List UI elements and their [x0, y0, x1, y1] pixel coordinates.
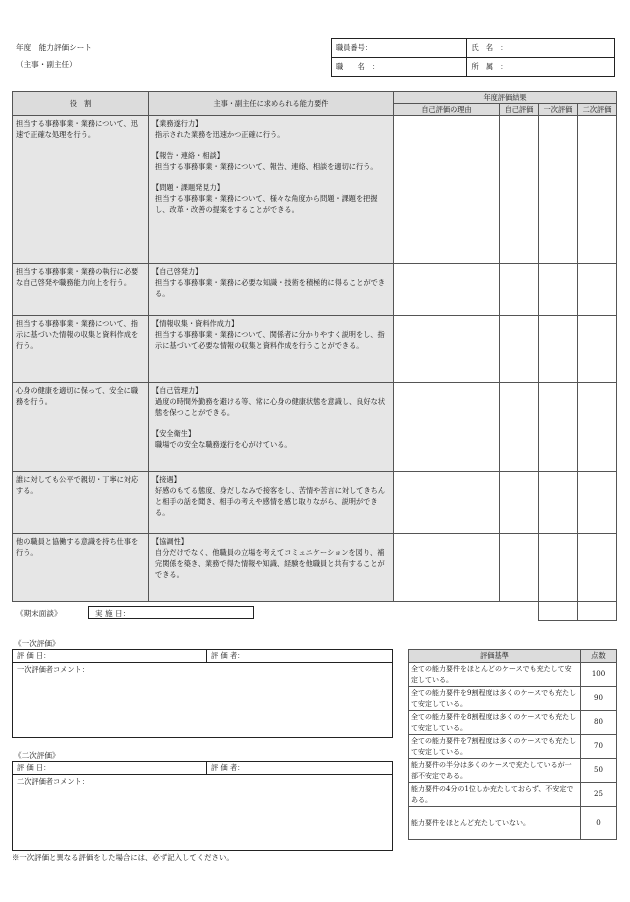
- table-row: [13, 383, 617, 472]
- requirement-text: 指示された業務を迅速かつ正確に行う。: [155, 130, 285, 139]
- requirement-heading: 【協調性】: [152, 537, 188, 546]
- self-reason-cell[interactable]: [394, 383, 500, 472]
- header-role: 役 割: [13, 92, 149, 116]
- requirement-text: 担当する事務事業・業務に必要な知識・技術を積極的に得ることができる。: [155, 278, 386, 298]
- first-eval-cell[interactable]: [539, 264, 578, 316]
- requirement-cell: [149, 116, 394, 264]
- requirement-heading: 【安全衛生】: [152, 429, 196, 438]
- table-row: [13, 264, 617, 316]
- requirement-text: 担当する事務事業・業務について、関係者に分かりやすく説明をし、指示に基づいて必要な情報の収集と資料作成を行うことができる。: [155, 330, 385, 350]
- department-field[interactable]: 所 属 ：: [471, 62, 508, 71]
- criteria-text: 能力要件をほとんど充たしていない。: [409, 807, 581, 840]
- first-eval-cell[interactable]: [539, 472, 578, 534]
- first-eval-cell[interactable]: [539, 316, 578, 383]
- role-cell: 誰に対しても公平で親切・丁寧に対応する。: [13, 472, 149, 534]
- requirement-cell: [149, 383, 394, 472]
- criteria-row: [409, 759, 617, 783]
- requirement-heading: 【業務遂行力】: [152, 119, 203, 128]
- requirement-text: 好感のもてる態度、身だしなみで接客をし、苦情や苦言に対してきちんと相手の話を聞き、相手の考えや感情を感じ取りながら、説明ができる。: [155, 486, 386, 517]
- first-eval-cell[interactable]: [539, 383, 578, 472]
- requirement-text: 担当する事務事業・業務について、報告、連絡、相談を適切に行う。: [155, 162, 378, 171]
- header-first-eval: 一次評価: [539, 104, 578, 116]
- name-field[interactable]: 氏 名 ：: [467, 39, 615, 58]
- self-eval-cell[interactable]: [500, 264, 539, 316]
- staff-number-field[interactable]: 職員番号：: [332, 39, 467, 58]
- self-eval-cell[interactable]: [500, 116, 539, 264]
- total-second-eval-cell[interactable]: [578, 602, 617, 621]
- criteria-row: [409, 663, 617, 687]
- requirement-cell: [149, 534, 394, 602]
- table-row: [13, 472, 617, 534]
- first-eval-cell[interactable]: [539, 116, 578, 264]
- criteria-row: [409, 807, 617, 840]
- first-eval-cell[interactable]: [539, 534, 578, 602]
- criteria-text: 全ての能力要件をほとんどのケースでも充たして安定している。: [409, 663, 581, 687]
- self-reason-cell[interactable]: [394, 534, 500, 602]
- criteria-points: 25: [581, 783, 617, 807]
- second-eval-cell[interactable]: [578, 383, 617, 472]
- criteria-points: 50: [581, 759, 617, 783]
- criteria-row: [409, 687, 617, 711]
- header-self-reason: 自己評価の理由: [394, 104, 500, 116]
- footnote: ※一次評価と異なる評価をした場合には、必ず記入してください。: [12, 853, 234, 862]
- criteria-text: 能力要件の4分の1位しか充たしておらず、不安定である。: [409, 783, 581, 807]
- criteria-points: 70: [581, 735, 617, 759]
- sheet-title: 年度 能力評価シート: [16, 43, 92, 52]
- criteria-text: 全ての能力要件を9割程度は多くのケースでも充たして安定している。: [409, 687, 581, 711]
- first-evaluator-field[interactable]: 評 価 者：: [206, 650, 244, 662]
- second-eval-cell[interactable]: [578, 534, 617, 602]
- table-row: [13, 316, 617, 383]
- requirement-text: 過度の時間外勤務を避ける等、常に心身の健康状態を意識し、良好な状態を保つことができる。: [155, 397, 386, 417]
- requirement-text: 職場での安全な職務遂行を心がけている。: [155, 440, 292, 449]
- total-first-eval-cell[interactable]: [539, 602, 578, 621]
- interview-date-field[interactable]: 実 施 日：: [88, 606, 254, 619]
- table-row: [13, 534, 617, 602]
- requirement-heading: 【問題・課題発見力】: [152, 183, 224, 192]
- first-eval-box: [12, 649, 393, 738]
- table-row: [13, 116, 617, 264]
- interview-label: 《期末面談》: [16, 609, 62, 618]
- second-eval-cell[interactable]: [578, 116, 617, 264]
- requirement-cell: [149, 264, 394, 316]
- criteria-row: [409, 783, 617, 807]
- criteria-header-points: 点数: [581, 650, 617, 663]
- self-eval-cell[interactable]: [500, 472, 539, 534]
- header-requirements: 主事・副主任に求められる能力要件: [149, 92, 394, 116]
- header-self-eval: 自己評価: [500, 104, 539, 116]
- criteria-text: 全ての能力要件を8割程度は多くのケースでも充たして安定している。: [409, 711, 581, 735]
- criteria-points: 90: [581, 687, 617, 711]
- ability-evaluation-table: [12, 91, 617, 621]
- staff-info-box: [331, 38, 615, 77]
- first-eval-comment-field[interactable]: 一次評価者コメント：: [17, 665, 89, 674]
- criteria-points: 80: [581, 711, 617, 735]
- header-annual-result: 年度評価結果: [394, 92, 617, 104]
- self-reason-cell[interactable]: [394, 472, 500, 534]
- evaluation-criteria-table: [408, 649, 617, 840]
- criteria-text: 能力要件の半分は多くのケースで充たしているが一部不安定である。: [409, 759, 581, 783]
- requirement-heading: 【情報収集・資料作成力】: [152, 319, 239, 328]
- role-cell: 担当する事務事業・業務について、指示に基づいた情報の収集と資料作成を行う。: [13, 316, 149, 383]
- self-eval-cell[interactable]: [500, 534, 539, 602]
- second-eval-cell[interactable]: [578, 316, 617, 383]
- requirement-text: 自分だけでなく、他職員の立場を考えてコミュニケーションを図り、補完関係を築き、業務で得た情報や知識、経験を他職員と共有することができる。: [155, 548, 385, 579]
- second-eval-cell[interactable]: [578, 472, 617, 534]
- role-cell: 心身の健康を適切に保って、安全に職務を行う。: [13, 383, 149, 472]
- self-reason-cell[interactable]: [394, 316, 500, 383]
- requirement-heading: 【報告・連絡・相談】: [152, 151, 224, 160]
- criteria-header-basis: 評価基準: [409, 650, 581, 663]
- second-evaluator-field[interactable]: 評 価 者：: [206, 762, 244, 774]
- second-eval-cell[interactable]: [578, 264, 617, 316]
- second-eval-date-field[interactable]: 評 価 日：: [17, 763, 51, 772]
- header-second-eval: 二次評価: [578, 104, 617, 116]
- second-eval-box: [12, 761, 393, 851]
- criteria-row: [409, 735, 617, 759]
- requirement-cell: [149, 472, 394, 534]
- first-eval-section-label: 《一次評価》: [14, 639, 60, 648]
- self-eval-cell[interactable]: [500, 316, 539, 383]
- sheet-subtitle: （主事・副主任）: [16, 60, 77, 69]
- requirement-heading: 【接遇】: [152, 475, 181, 484]
- criteria-points: 0: [581, 807, 617, 840]
- criteria-text: 全ての能力要件を7割程度は多くのケースでも充たして安定している。: [409, 735, 581, 759]
- role-cell: 他の職員と協働する意識を持ち仕事を行う。: [13, 534, 149, 602]
- requirement-cell: [149, 316, 394, 383]
- role-cell: 担当する事務事業・業務について、迅速で正確な処理を行う。: [13, 116, 149, 264]
- second-eval-comment-field[interactable]: 二次評価者コメント：: [17, 777, 89, 786]
- second-eval-section-label: 《二次評価》: [14, 751, 60, 760]
- self-eval-cell[interactable]: [500, 383, 539, 472]
- position-field[interactable]: 職 名 ：: [332, 58, 467, 77]
- criteria-points: 100: [581, 663, 617, 687]
- self-reason-cell[interactable]: [394, 116, 500, 264]
- requirement-heading: 【自己管理力】: [152, 386, 203, 395]
- requirement-heading: 【自己啓発力】: [152, 267, 203, 276]
- requirement-text: 担当する事務事業・業務について、様々な角度から問題・課題を把握し、改革・改善の提案をすることができる。: [155, 194, 378, 214]
- role-cell: 担当する事務事業・業務の執行に必要な自己啓発や職務能力向上を行う。: [13, 264, 149, 316]
- self-reason-cell[interactable]: [394, 264, 500, 316]
- first-eval-date-field[interactable]: 評 価 日：: [17, 651, 51, 660]
- criteria-row: [409, 711, 617, 735]
